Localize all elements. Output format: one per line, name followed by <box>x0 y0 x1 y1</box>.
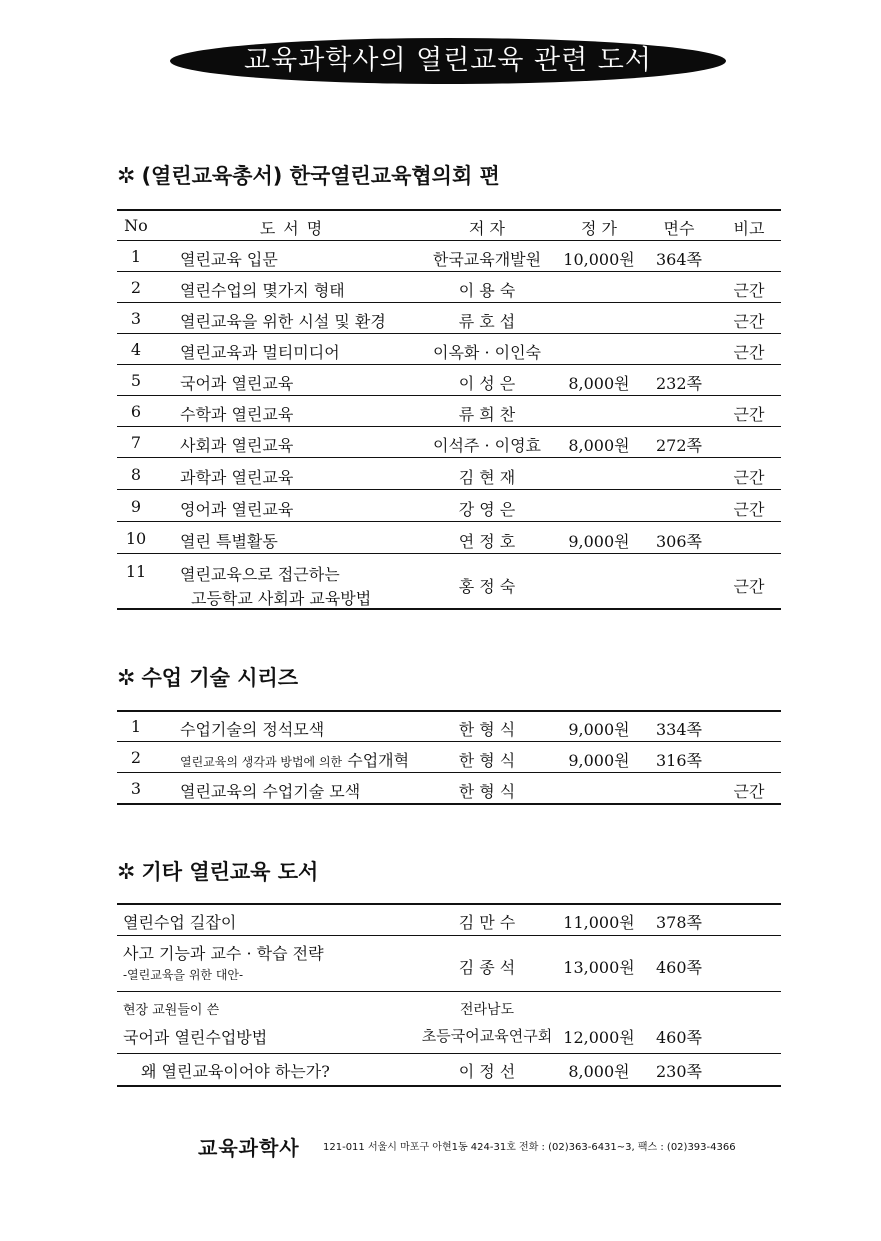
row-title: 열린교육과 멀티미디어 <box>180 343 340 362</box>
row-rule <box>117 772 781 773</box>
row-author: 강 영 은 <box>458 500 516 519</box>
publisher-footer <box>198 1132 758 1162</box>
row-price: 8,000원 <box>568 374 630 393</box>
row-title: 수업기술의 정석모색 <box>180 720 325 739</box>
row-author-line2: 초등국어교육연구회 <box>421 1027 553 1045</box>
row-price: 10,000원 <box>563 250 635 269</box>
row-no: 7 <box>130 433 142 452</box>
row-title: 사회과 열린교육 <box>180 436 294 455</box>
row-rule <box>117 741 781 742</box>
section-heading-other <box>117 856 318 886</box>
row-title-line2: 국어과 열린수업방법 <box>123 1028 268 1047</box>
row-title: 사고 기능과 교수 · 학습 전략 <box>123 944 324 963</box>
row-title: 국어과 열린교육 <box>180 374 294 393</box>
row-title: 열린 특별활동 <box>180 532 278 551</box>
row-no: 1 <box>130 717 142 736</box>
row-price: 9,000원 <box>568 720 630 739</box>
col-note: 비고 <box>733 219 765 238</box>
row-author: 이옥화 · 이인숙 <box>433 343 541 362</box>
row-rule <box>117 271 781 272</box>
table-row <box>117 999 781 1049</box>
row-author: 이 성 은 <box>458 374 516 393</box>
row-author: 이 용 숙 <box>458 281 516 300</box>
row-author: 한 형 식 <box>458 782 516 801</box>
col-price: 정 가 <box>581 219 617 238</box>
row-price: 12,000원 <box>563 1028 635 1047</box>
row-no: 10 <box>125 529 147 548</box>
row-title-group <box>180 748 409 771</box>
row-rule <box>117 364 781 365</box>
row-no: 11 <box>125 562 147 581</box>
row-title: 열린교육을 위한 시설 및 환경 <box>180 312 386 331</box>
row-no: 8 <box>130 465 142 484</box>
col-no: No <box>124 216 148 235</box>
row-no: 2 <box>130 278 142 297</box>
star-icon: ✲ <box>117 860 136 885</box>
row-author: 김 현 재 <box>458 468 516 487</box>
row-title-line2: 고등학교 사회과 교육방법 <box>191 589 372 608</box>
star-icon: ✲ <box>117 666 136 691</box>
table-top-rule <box>117 710 781 712</box>
row-author: 이석주 · 이영효 <box>433 436 541 455</box>
row-pages: 460쪽 <box>656 1028 702 1047</box>
row-no: 9 <box>130 497 142 516</box>
table-row <box>117 562 781 608</box>
section-heading-text: (열린교육총서) 한국열린교육협의회 편 <box>141 164 500 188</box>
table-bottom-rule <box>117 803 781 805</box>
row-author: 류 호 섭 <box>458 312 516 331</box>
table-row <box>117 941 781 987</box>
row-rule <box>117 302 781 303</box>
row-title: 열린교육 입문 <box>180 250 278 269</box>
row-author: 전라남도 <box>459 1002 515 1018</box>
row-author: 한국교육개발원 <box>432 250 542 269</box>
row-no: 5 <box>130 371 142 390</box>
publisher-logo: 교육과학사 <box>198 1136 300 1160</box>
row-price: 8,000원 <box>568 1062 630 1081</box>
row-author: 김 종 석 <box>458 958 516 977</box>
row-rule <box>117 991 781 992</box>
row-title: 현장 교원들이 쓴 <box>123 1003 220 1018</box>
publisher-address: 121-011 서울시 마포구 아현1동 424-31호 전화 : (02)363-6431~3, 팩스 : (02)393-4366 <box>323 1142 736 1153</box>
col-author: 저 자 <box>469 219 505 238</box>
col-pages: 면수 <box>663 219 695 238</box>
col-title: 도서명 <box>259 219 331 238</box>
row-pages: 232쪽 <box>656 374 702 393</box>
row-rule <box>117 553 781 554</box>
row-note: 근간 <box>733 281 765 300</box>
row-title: 열린수업의 몇가지 형태 <box>180 281 345 300</box>
row-no: 1 <box>130 247 142 266</box>
row-rule <box>117 489 781 490</box>
row-no: 2 <box>130 748 142 767</box>
row-title: 열린수업 길잡이 <box>123 913 237 932</box>
row-price: 8,000원 <box>568 436 630 455</box>
section-heading-text: 기타 열린교육 도서 <box>141 860 319 884</box>
row-title: 열린교육의 수업기술 모색 <box>180 782 361 801</box>
table-top-rule <box>117 903 781 905</box>
row-rule <box>117 1053 781 1054</box>
row-author: 연 정 호 <box>458 532 516 551</box>
row-no: 6 <box>130 402 142 421</box>
row-note: 근간 <box>733 312 765 331</box>
row-note: 근간 <box>733 468 765 487</box>
section-heading-skills <box>117 662 298 692</box>
row-pages: 378쪽 <box>656 913 702 932</box>
row-title: 열린교육의 생각과 방법에 의한 <box>180 755 343 769</box>
section-heading-text: 수업 기술 시리즈 <box>141 666 299 690</box>
table-top-rule <box>117 209 781 211</box>
header-rule <box>117 240 781 241</box>
row-author: 한 형 식 <box>458 751 516 770</box>
row-price: 9,000원 <box>568 751 630 770</box>
row-note: 근간 <box>733 500 765 519</box>
row-rule <box>117 457 781 458</box>
table-bottom-rule <box>117 608 781 610</box>
row-pages: 460쪽 <box>656 958 702 977</box>
row-rule <box>117 426 781 427</box>
row-price: 13,000원 <box>563 958 635 977</box>
row-title: 열린교육으로 접근하는 <box>180 565 340 584</box>
table-bottom-rule <box>117 1085 781 1087</box>
row-author: 류 희 찬 <box>458 405 516 424</box>
row-pages: 230쪽 <box>656 1062 702 1081</box>
row-pages: 272쪽 <box>656 436 702 455</box>
row-author: 이 정 선 <box>458 1062 516 1081</box>
row-rule <box>117 521 781 522</box>
row-title: 수학과 열린교육 <box>180 405 294 424</box>
row-author: 김 만 수 <box>458 913 516 932</box>
row-rule <box>117 395 781 396</box>
row-rule <box>117 333 781 334</box>
row-price: 9,000원 <box>568 532 630 551</box>
row-no: 3 <box>130 779 142 798</box>
row-title: 과학과 열린교육 <box>180 468 294 487</box>
row-price: 11,000원 <box>563 913 635 932</box>
section-heading-series <box>117 160 500 190</box>
row-no: 4 <box>130 340 142 359</box>
row-note: 근간 <box>733 577 765 596</box>
row-title: 왜 열린교육이어야 하는가? <box>141 1062 330 1081</box>
row-note: 근간 <box>733 343 765 362</box>
row-title: 영어과 열린교육 <box>180 500 294 519</box>
row-note: 근간 <box>733 405 765 424</box>
row-note: 근간 <box>733 782 765 801</box>
row-no: 3 <box>130 309 142 328</box>
row-pages: 334쪽 <box>656 720 702 739</box>
row-rule <box>117 935 781 936</box>
row-author: 홍 정 숙 <box>458 577 516 596</box>
row-author: 한 형 식 <box>458 720 516 739</box>
row-pages: 316쪽 <box>656 751 702 770</box>
row-pages: 306쪽 <box>656 532 702 551</box>
title-banner <box>0 0 881 120</box>
page-title: 교육과학사의 열린교육 관련 도서 <box>244 45 652 76</box>
star-icon: ✲ <box>117 164 136 189</box>
row-subtitle: -열린교육을 위한 대안- <box>123 968 244 982</box>
row-pages: 364쪽 <box>656 250 702 269</box>
row-title-emphasis: 수업개혁 <box>347 751 410 770</box>
